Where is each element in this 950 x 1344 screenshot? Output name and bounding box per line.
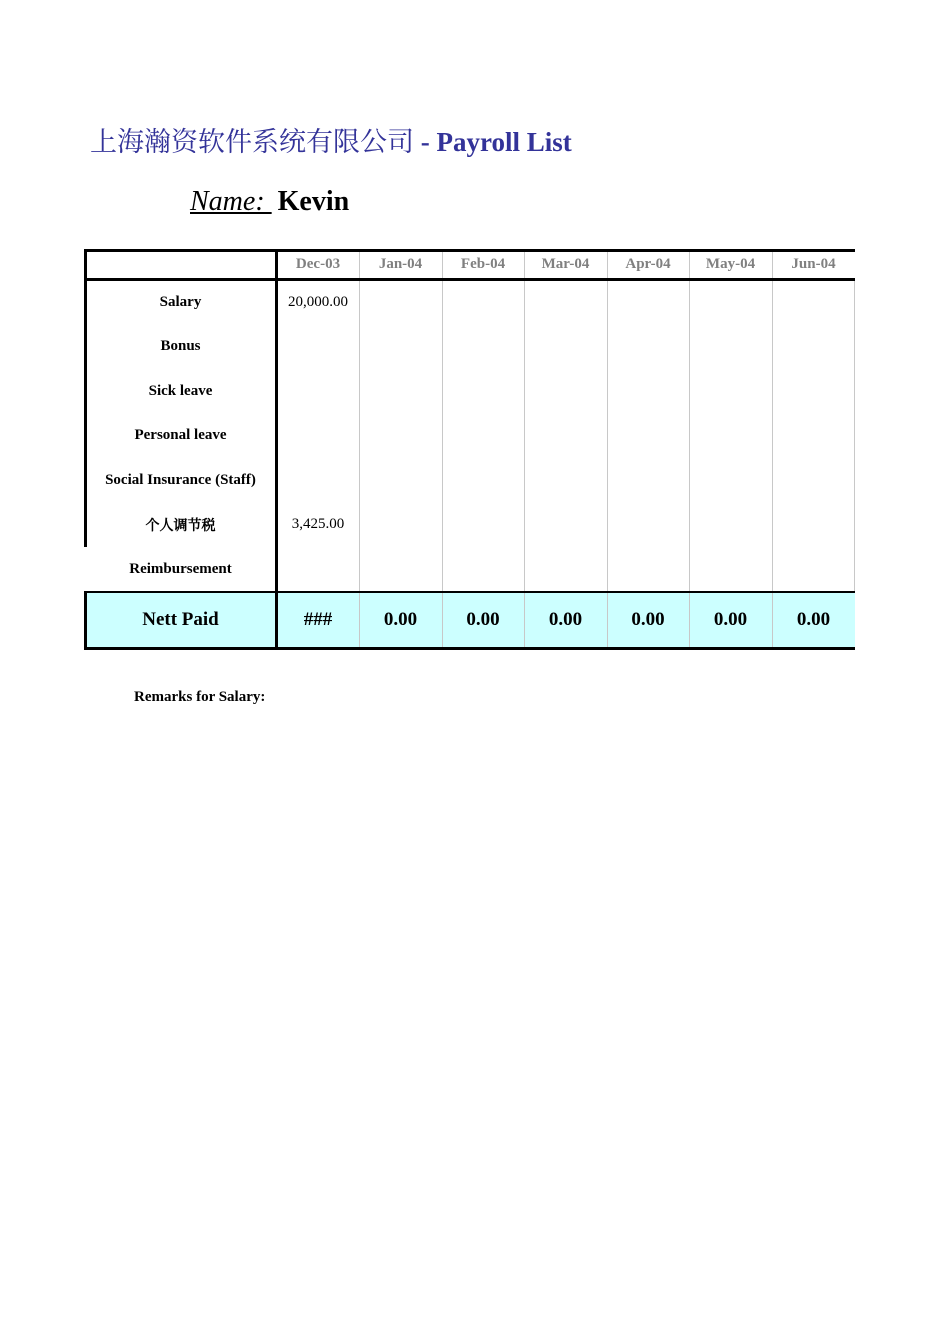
amount-cell[interactable] <box>277 458 359 503</box>
nett-paid-value[interactable]: 0.00 <box>631 609 665 630</box>
amount-cell[interactable] <box>772 369 855 414</box>
amount-cell[interactable] <box>359 325 442 370</box>
amount-cell[interactable] <box>607 369 689 414</box>
row-label: Reimbursement <box>129 560 232 577</box>
amount-cell[interactable] <box>772 547 855 592</box>
amount-cell[interactable] <box>607 503 689 548</box>
month-header: Feb-04 <box>460 256 506 272</box>
amount-cell[interactable] <box>442 414 524 459</box>
nett-paid-label: Nett Paid <box>142 609 219 630</box>
month-header: Apr-04 <box>625 256 671 272</box>
remarks-label: Remarks for Salary: <box>134 689 266 705</box>
nett-left-border <box>84 592 87 649</box>
amount-cell[interactable] <box>689 280 772 325</box>
amount-cell[interactable] <box>277 325 359 370</box>
nett-paid-value[interactable]: 0.00 <box>383 609 418 630</box>
nett-paid-value[interactable]: 0.00 <box>713 609 748 630</box>
amount-cell[interactable] <box>524 414 607 459</box>
row-label: 个人调节税 <box>145 517 216 534</box>
amount-cell[interactable] <box>442 325 524 370</box>
amount-cell[interactable] <box>689 458 772 503</box>
name-label: Name: <box>190 186 272 217</box>
amount-cell[interactable] <box>772 503 855 548</box>
amount-cell[interactable] <box>524 325 607 370</box>
amount-cell[interactable] <box>359 414 442 459</box>
amount-cell[interactable] <box>442 369 524 414</box>
month-header: Dec-03 <box>295 256 341 272</box>
row-label: Sick leave <box>148 382 213 399</box>
row-label: Personal leave <box>134 427 227 444</box>
employee-name: Kevin <box>277 186 350 217</box>
month-header: Jan-04 <box>378 256 423 272</box>
amount-cell[interactable] <box>772 280 855 325</box>
month-header: Mar-04 <box>541 256 590 272</box>
amount-cell[interactable] <box>689 414 772 459</box>
amount-cell[interactable] <box>359 503 442 548</box>
amount-cell[interactable] <box>607 280 689 325</box>
table-left-border <box>84 249 87 547</box>
amount-cell[interactable] <box>442 280 524 325</box>
nett-paid-value[interactable]: ### <box>303 609 333 630</box>
nett-paid-value[interactable]: 0.00 <box>548 609 583 630</box>
amount-cell[interactable] <box>607 547 689 592</box>
amount-cell[interactable] <box>689 325 772 370</box>
amount-cell[interactable] <box>524 369 607 414</box>
amount-cell[interactable] <box>277 369 359 414</box>
amount-cell[interactable] <box>607 414 689 459</box>
amount-cell[interactable]: 20,000.00 <box>288 293 348 310</box>
amount-cell[interactable] <box>359 369 442 414</box>
row-label: Social Insurance (Staff) <box>105 471 256 488</box>
employee-name-line <box>190 186 349 218</box>
amount-cell[interactable] <box>442 503 524 548</box>
title-suffix: - Payroll List <box>414 127 572 157</box>
amount-cell[interactable]: 3,425.00 <box>291 516 345 533</box>
amount-cell[interactable] <box>524 547 607 592</box>
amount-cell[interactable] <box>359 458 442 503</box>
amount-cell[interactable] <box>689 369 772 414</box>
nett-paid-value[interactable]: 0.00 <box>796 609 831 630</box>
amount-cell[interactable] <box>524 503 607 548</box>
amount-cell[interactable] <box>277 414 359 459</box>
amount-cell[interactable] <box>524 280 607 325</box>
amount-cell[interactable] <box>772 414 855 459</box>
month-header: May-04 <box>705 256 756 272</box>
amount-cell[interactable] <box>442 547 524 592</box>
month-header: Jun-04 <box>791 256 836 272</box>
company-name: 上海瀚资软件系统有限公司 <box>90 127 414 157</box>
amount-cell[interactable] <box>359 280 442 325</box>
amount-cell[interactable] <box>524 458 607 503</box>
amount-cell[interactable] <box>359 547 442 592</box>
amount-cell[interactable] <box>442 458 524 503</box>
amount-cell[interactable] <box>277 547 359 592</box>
amount-cell[interactable] <box>772 325 855 370</box>
page-title <box>90 120 572 159</box>
row-label: Salary <box>159 293 202 310</box>
amount-cell[interactable] <box>772 458 855 503</box>
amount-cell[interactable] <box>607 325 689 370</box>
amount-cell[interactable] <box>607 458 689 503</box>
nett-paid-value[interactable]: 0.00 <box>466 609 500 630</box>
row-label: Bonus <box>160 338 201 355</box>
amount-cell[interactable] <box>689 547 772 592</box>
payroll-table <box>84 249 855 649</box>
amount-cell[interactable] <box>689 503 772 548</box>
